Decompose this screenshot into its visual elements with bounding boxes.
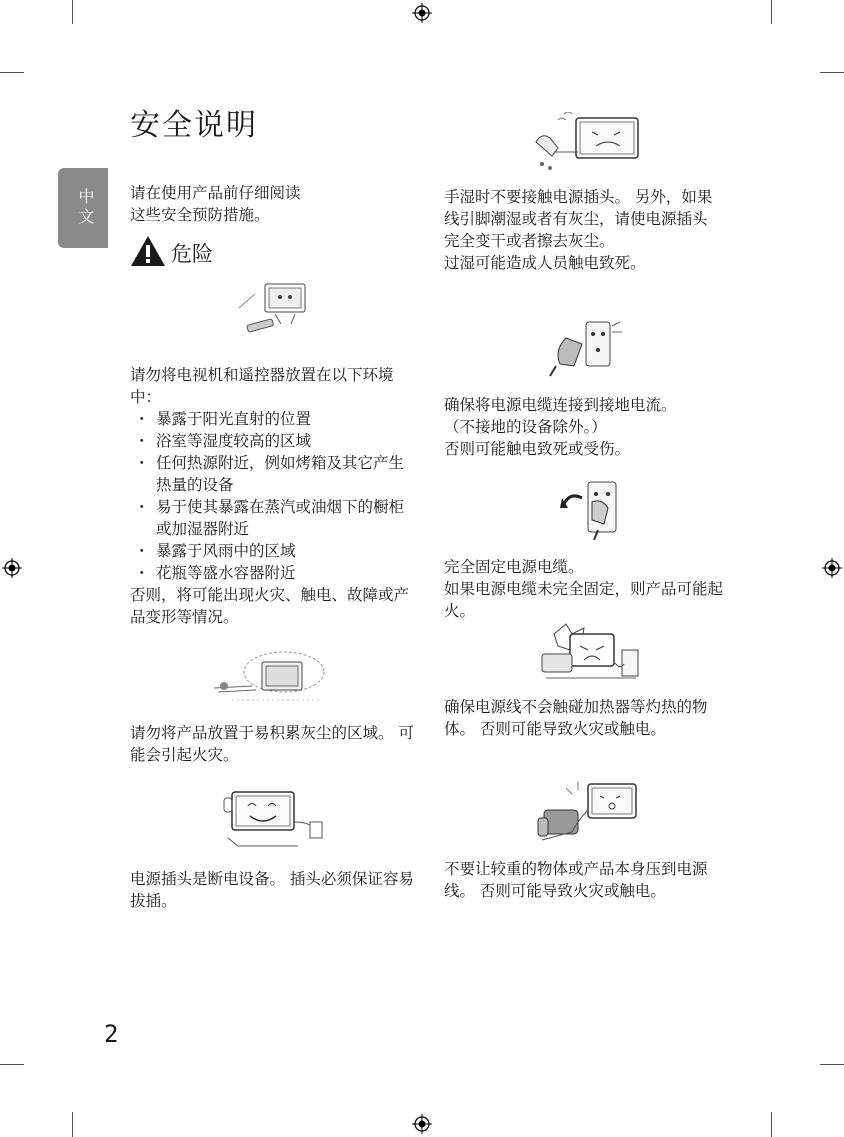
danger-label: 危险 bbox=[171, 242, 213, 266]
crop-mark bbox=[820, 1064, 844, 1065]
dust-warning-text: 请勿将产品放置于易积累灰尘的区域。 可能会引起火灾。 bbox=[130, 724, 414, 764]
dusty-tv-illustration bbox=[212, 648, 332, 708]
wet-hands-warning-text: 手湿时不要接触电源插头。 另外，如果线引脚潮湿或者有灰尘，请使电源插头完全变干或者擦去灰尘。 过湿可能造成人员触电致死。 bbox=[444, 188, 713, 272]
list-item: ・ 浴室等湿度较高的区域 bbox=[132, 430, 417, 452]
tv-remote-illustration bbox=[235, 280, 315, 340]
crop-mark bbox=[0, 1064, 24, 1065]
grounding-illustration bbox=[546, 316, 626, 378]
intro-text: 请在使用产品前仔细阅读 这些安全预防措施。 bbox=[130, 184, 301, 224]
secure-cable-illustration bbox=[558, 478, 628, 540]
page-number: 2 bbox=[104, 1020, 119, 1048]
placement-warning-tail: 否则，将可能出现火灾、触电、故障或产品变形等情况。 bbox=[130, 586, 410, 626]
page-title: 安全说明 bbox=[130, 108, 258, 143]
list-item: ・ 易于使其暴露在蒸汽或油烟下的橱柜或加湿器附近 bbox=[132, 496, 417, 540]
language-tab-label: 中文 bbox=[76, 188, 95, 228]
registration-mark-icon bbox=[412, 3, 432, 23]
plug-tv-illustration bbox=[218, 788, 328, 850]
wet-hands-illustration bbox=[528, 112, 648, 174]
plug-disconnect-text: 电源插头是断电设备。 插头必须保证容易拔插。 bbox=[130, 870, 414, 910]
list-item: ・ 暴露于阳光直射的位置 bbox=[132, 408, 417, 430]
registration-mark-icon bbox=[412, 1114, 432, 1134]
crop-mark bbox=[0, 72, 24, 73]
heater-warning-text: 确保电源线不会触碰加热器等灼热的物体。 否则可能导致火灾或触电。 bbox=[444, 698, 708, 738]
list-item: ・ 暴露于风雨中的区域 bbox=[132, 540, 417, 562]
warning-icon bbox=[130, 235, 166, 267]
registration-mark-icon bbox=[822, 558, 842, 578]
heater-illustration bbox=[536, 620, 646, 690]
placement-warning-lead: 请勿将电视机和遥控器放置在以下环境中： bbox=[130, 366, 394, 406]
secure-cable-warning-text: 完全固定电源电缆。 如果电源电缆未完全固定，则产品可能起火。 bbox=[444, 558, 724, 620]
language-tab bbox=[58, 168, 108, 248]
heavy-object-warning-text: 不要让较重的物体或产品本身压到电源线。 否则可能导致火灾或触电。 bbox=[444, 860, 708, 900]
registration-mark-icon bbox=[2, 558, 22, 578]
crop-mark bbox=[771, 1112, 772, 1137]
list-item: ・ 任何热源附近，例如烤箱及其它产生热量的设备 bbox=[132, 452, 417, 496]
grounding-warning-text: 确保将电源电缆连接到接地电流。 （不接地的设备除外。） 否则可能触电致死或受伤。 bbox=[444, 396, 677, 458]
crop-mark bbox=[72, 1112, 73, 1137]
list-item: ・ 花瓶等盛水容器附近 bbox=[132, 562, 417, 584]
crop-mark bbox=[771, 0, 772, 24]
placement-warning-list bbox=[132, 408, 417, 584]
crop-mark bbox=[820, 72, 844, 73]
crop-mark bbox=[72, 0, 73, 24]
heavy-object-illustration bbox=[532, 780, 642, 850]
